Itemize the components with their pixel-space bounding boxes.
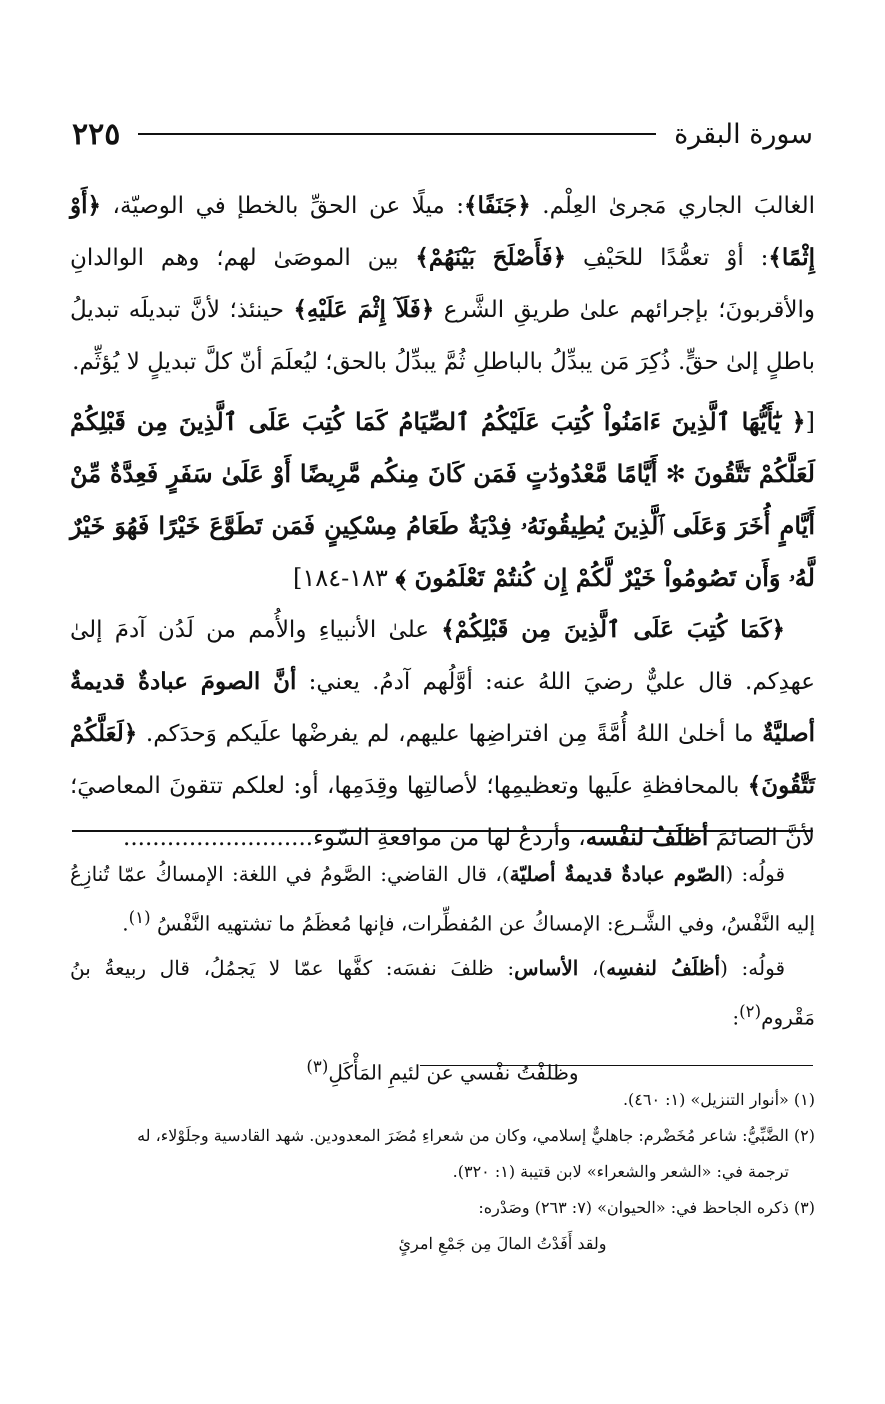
text-run: ما أخلىٰ اللهُ أُمَّةً مِن افتراضِها عليهم، لم يفرضْها علَيكم وَحدَكم. [137, 721, 763, 747]
gloss-note-2 [70, 946, 815, 1040]
text-run: : ظلفَ نفسَه: كفَّها عمّا لا يَجمُلُ، قال ربيعةُ بنُ مَقْروم [70, 955, 815, 1030]
quran-verse-block [70, 396, 815, 604]
quran-quote: ﴿فَلَآ إِثْمَ عَلَيْهِ﴾ [293, 296, 435, 323]
text-run: علىٰ الأنبياءِ والأُمم من لَدُن آدمَ إلىٰ عهدِكم. قال عليٌّ رضيَ اللهُ عنه: أوَّلُهم آدمُ. يعني: [70, 617, 815, 695]
verse-reference: ١٨٣-١٨٤] [293, 564, 396, 592]
text-run: قولُه: ( [720, 955, 785, 980]
section-divider [72, 830, 813, 832]
text-run: )، قال القاضي: الصَّومُ في اللغة: الإمساكُ عمّا تُنازِعُ إليه النَّفْسُ، وفي الشَّـرع: الإمساكُ عن المُفطِّرات، فإنها مُعظَمُ ما تشتهيه النَّفْسُ [70, 862, 815, 936]
footnote-ref: (٣) [306, 1057, 329, 1077]
text-run: : [732, 1005, 740, 1030]
quran-quote: ﴿جَنَفًا﴾ [464, 192, 531, 219]
bold-phrase: الأساس [514, 955, 579, 980]
verse-separator-star: ✻ [657, 460, 694, 488]
gloss-notes [70, 852, 815, 1095]
text-run: حينئذ؛ لأنَّ تبديلَه تبديلُ باطلٍ إلىٰ حقٍّ. ذُكِرَ مَن يبدِّلُ بالباطلِ ثُمَّ يبدِّلُ بالحق؛ ليُعلَمَ أنّ كلَّ تبديلٍ لا يُؤثِّم. [70, 297, 815, 375]
quran-quote: ﴿أَوْ إِثْمًا﴾ [70, 192, 815, 271]
footnote-2: (٢) الضَّبِّيُّ: شاعر مُخَضْرم: جاهليٌّ إسلامي، وكان من شعراءِ مُضَرَ المعدودين. شهد القادسية وجلَوْلاء، له [137, 1126, 815, 1145]
page-number: ٢٢٥ [72, 116, 121, 152]
bold-phrase: الصّوم عبادةٌ قديمةٌ أصليّة [509, 862, 726, 886]
page-header [72, 112, 813, 156]
text-run: : أوْ تعمُّدًا للحَيْفِ [566, 245, 769, 271]
main-text [70, 180, 815, 864]
footnote-divider [420, 1065, 813, 1066]
gloss-note-1 [70, 852, 815, 946]
footnotes [70, 1082, 815, 1262]
text-run: بين الموصَىٰ لهم؛ وهم الوالدانِ والأقربونَ؛ بإجرائهم علىٰ طريقِ الشَّرع [70, 245, 815, 323]
commentary-paragraph-1 [70, 180, 815, 388]
header-rule [138, 133, 656, 135]
footnote-3-verse: ولقد أَفَدْتُ المالَ مِن جَمْعِ امرئٍ [398, 1234, 607, 1253]
text-run: ، وأردعُ لها من مواقعةِ السّوء.......................... [123, 825, 586, 851]
footnote-ref: (١) [128, 908, 151, 927]
verse-183: ﴿ يَٰٓأَيُّهَا ٱلَّذِينَ ءَامَنُواْ كُتِبَ عَلَيْكُمُ ٱلصِّيَامُ كَمَا كُتِبَ عَلَى ٱلَّذِينَ مِن قَبْلِكُمْ لَعَلَّكُمْ تَتَّقُونَ [70, 407, 815, 488]
text-run: الغالبَ الجاري مَجرىٰ العِلْم. [530, 193, 815, 219]
text-run: بالمحافظةِ علَيها وتعظيمِها؛ لأصالتِها وقِدَمِها، أو: لعلكم تتقونَ المعاصيَ؛ لأنَّ الصائمَ [70, 773, 815, 851]
surah-title: سورة البقرة [674, 118, 813, 150]
verse-184: أَيَّامًا مَّعْدُودَٰتٍ فَمَن كَانَ مِنكُم مَّرِيضًا أَوْ عَلَىٰ سَفَرٍ فَعِدَّةٌ مِّنْ أَيَّامٍ أُخَرَ وَعَلَى ٱلَّذِينَ يُطِيقُونَهُۥ فِدْيَةٌ طَعَامُ مِسْكِينٍ فَمَن تَطَوَّعَ خَيْرًا فَهُوَ خَيْرٌ لَّهُۥ وَأَن تَصُومُواْ خَيْرٌ لَّكُمْ إِن كُنتُمْ تَعْلَمُونَ ﴾ [70, 459, 815, 592]
commentary-paragraph-2 [70, 604, 815, 864]
quran-quote: ﴿لَعَلَّكُمْ تَتَّقُونَ﴾ [70, 720, 815, 799]
verse-text: وظلفْتُ نفْسي عن لئيمِ المَأْكَلِ [328, 1060, 579, 1085]
quran-quote: ﴿فَأَصْلَحَ بَيْنَهُمْ﴾ [415, 244, 567, 271]
bracket-open: [ [805, 408, 815, 436]
text-run: )، [578, 955, 607, 980]
footnote-1: (١) «أنوار التنزيل» (١: ٤٦٠). [622, 1090, 815, 1109]
text-run: : ميلًا عن الحقِّ بالخطإ في الوصيّة، [100, 193, 464, 219]
bold-phrase: أظلَفُ لنفسِه [606, 955, 721, 980]
text-run: . [122, 911, 129, 936]
bold-phrase: أظلَفُ لنفْسه [585, 824, 709, 851]
bold-phrase: أنَّ الصومَ عبادةٌ قديمةٌ أصليَّةٌ [70, 668, 815, 747]
footnote-2-continued: ترجمة في: «الشعر والشعراء» لابن قتيبة (١: ٣٢٠). [452, 1162, 789, 1181]
footnote-3: (٣) ذكره الجاحظ في: «الحيوان» (٧: ٢٦٣) وصَدْره: [478, 1198, 815, 1217]
text-run: قولُه: ( [725, 862, 786, 886]
quran-quote: ﴿كَمَا كُتِبَ عَلَى ٱلَّذِينَ مِن قَبْلِكُمْ﴾ [441, 616, 785, 643]
footnote-ref: (٢) [739, 1001, 762, 1021]
